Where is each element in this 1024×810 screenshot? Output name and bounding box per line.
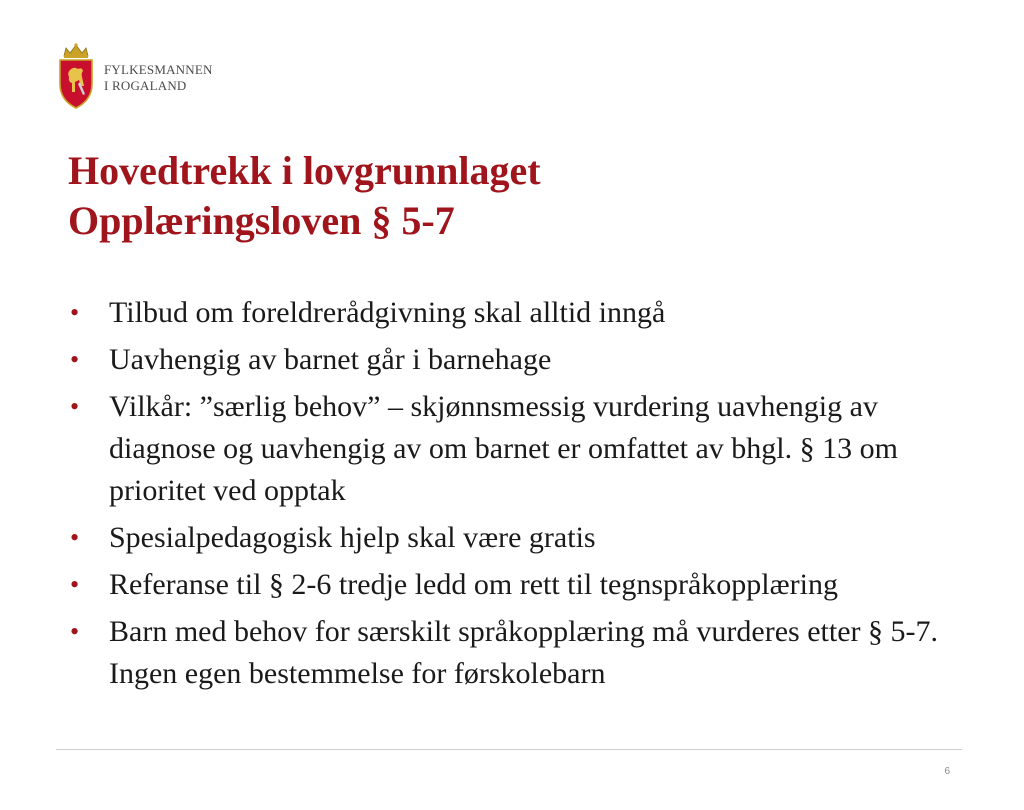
bullet-item bbox=[68, 292, 968, 334]
bullet-icon: • bbox=[70, 570, 80, 599]
slide-title-line-1: Hovedtrekk i lovgrunnlaget bbox=[68, 148, 541, 193]
bullet-item bbox=[68, 611, 968, 695]
bullet-text: Vilkår: ”særlig behov” – skjønnsmessig vurdering uavhengig av diagnose og uavhengig av om barnet er omfattet av bhgl. § 13 om prioritet ved opptak bbox=[109, 390, 898, 507]
bullet-icon: • bbox=[70, 392, 80, 421]
coat-of-arms-icon bbox=[56, 42, 96, 110]
bullet-text: Referanse til § 2-6 tredje ledd om rett til tegnspråkopplæring bbox=[109, 568, 838, 601]
bullet-item bbox=[68, 564, 968, 606]
bullet-text: Barn med behov for særskilt språkopplæring må vurderes etter § 5-7. Ingen egen bestemmelse for førskolebarn bbox=[109, 615, 938, 690]
bullet-icon: • bbox=[70, 298, 80, 327]
bullet-text: Uavhengig av barnet går i barnehage bbox=[109, 343, 552, 376]
slide-title-line-2: Opplæringsloven § 5-7 bbox=[68, 198, 455, 243]
slide-title bbox=[68, 146, 541, 246]
bullet-list bbox=[68, 292, 968, 700]
fylkesmannen-logo bbox=[56, 42, 213, 110]
page-number: 6 bbox=[944, 766, 950, 777]
bullet-text: Spesialpedagogisk hjelp skal være gratis bbox=[109, 521, 596, 554]
logo-line-1: FYLKESMANNEN bbox=[104, 62, 213, 77]
logo-line-2: I ROGALAND bbox=[104, 78, 187, 93]
bullet-text: Tilbud om foreldrerådgivning skal alltid inngå bbox=[109, 296, 666, 329]
footer-divider bbox=[56, 749, 962, 750]
bullet-item bbox=[68, 339, 968, 381]
bullet-item bbox=[68, 517, 968, 559]
bullet-icon: • bbox=[70, 523, 80, 552]
bullet-item bbox=[68, 386, 968, 512]
bullet-icon: • bbox=[70, 345, 80, 374]
bullet-icon: • bbox=[70, 617, 80, 646]
